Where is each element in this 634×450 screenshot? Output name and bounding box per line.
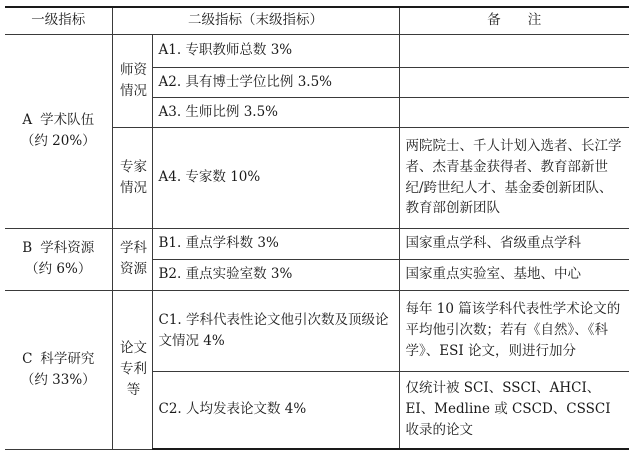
subgroup-label-cell [112, 228, 152, 290]
remark-cell [399, 67, 629, 97]
table-row [5, 290, 629, 371]
header-row [5, 7, 629, 34]
remark-cell: 两院院士、千人计划入选者、长江学者、杰青基金获得者、教育部新世纪/跨世纪人才、基金委创新团队、教育部创新团队 [399, 127, 629, 228]
subgroup-label: 论文专利等 [120, 340, 147, 398]
indicator-cell: A1. 专职教师总数 3% [152, 34, 399, 67]
remark-cell: 每年 10 篇该学科代表性学术论文的平均他引次数；若有《自然》、《科学》、ESI 论文，则进行加分 [399, 290, 629, 371]
header-level1: 一级指标 [5, 7, 112, 34]
indicator-cell: A4. 专家数 10% [152, 127, 399, 228]
indicator-cell: B2. 重点实验室数 3% [152, 259, 399, 290]
level1-weight: （约 6%） [25, 261, 92, 277]
remark-cell [399, 34, 629, 67]
indicator-cell: A3. 生师比例 3.5% [152, 97, 399, 127]
header-remarks: 备 注 [399, 7, 629, 34]
level1-code: B [22, 240, 33, 257]
level1-code: C [22, 350, 33, 367]
header-level2: 二级指标（末级指标） [112, 7, 399, 34]
remark-cell: 国家重点学科、省级重点学科 [399, 228, 629, 259]
subgroup-label: 师资情况 [120, 61, 147, 99]
remark-cell: 仅统计被 SCI、SSCI、AHCI、EI、Medline 或 CSCD、CSSCI 收录的论文 [399, 371, 629, 449]
level1-cell-c [5, 290, 112, 449]
indicator-table [5, 6, 629, 450]
level1-title-a [11, 110, 106, 131]
indicator-cell: B1. 重点学科数 3% [152, 228, 399, 259]
level1-code: A [22, 112, 33, 129]
indicator-cell: C2. 人均发表论文数 4% [152, 371, 399, 449]
subgroup-label-cell [112, 34, 152, 127]
level1-name: 科学研究 [40, 350, 95, 367]
subgroup-label-cell [112, 127, 152, 228]
level1-weight: （约 33%） [20, 371, 96, 388]
remark-cell: 国家重点实验室、基地、中心 [399, 259, 629, 290]
level1-name: 学科资源 [40, 240, 95, 257]
level1-title-b [11, 238, 106, 259]
level1-cell-b [5, 228, 112, 290]
level1-weight: （约 20%） [20, 133, 96, 149]
subgroup-label: 学科资源 [120, 240, 147, 277]
level1-cell-a [5, 34, 112, 228]
remark-cell [399, 97, 629, 127]
subgroup-label: 专家情况 [120, 158, 147, 196]
table-row [5, 228, 629, 259]
level1-name: 学术队伍 [40, 112, 95, 129]
table-row [5, 34, 629, 67]
subgroup-label-cell [112, 290, 152, 449]
indicator-cell: A2. 具有博士学位比例 3.5% [152, 67, 399, 97]
indicator-cell: C1. 学科代表性论文他引次数及顶级论文情况 4% [152, 290, 399, 371]
level1-title-c [11, 349, 106, 370]
